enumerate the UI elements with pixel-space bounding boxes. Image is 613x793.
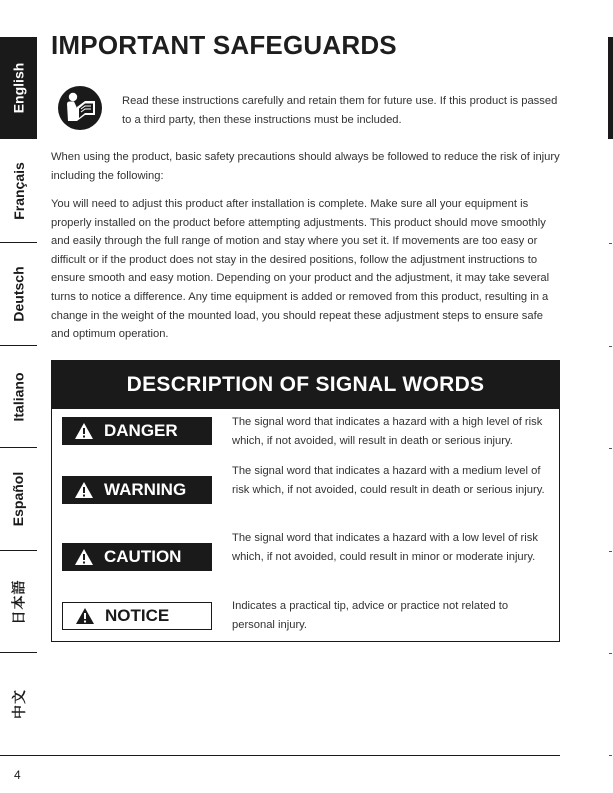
adjacent-page-tick [609, 243, 612, 244]
adjacent-page-tick [609, 551, 612, 552]
lang-tab-francais [0, 139, 37, 243]
lang-tab-espanol [0, 448, 37, 551]
lang-tab-chinese [0, 653, 37, 755]
adjacent-page-tick [609, 755, 612, 756]
signal-words-heading: DESCRIPTION OF SIGNAL WORDS [52, 361, 559, 409]
warning-description: The signal word that indicates a hazard with a medium level of risk which, if not avoided, could result in death or serious injury. [232, 465, 545, 496]
page-number: 4 [14, 768, 21, 782]
lang-tab-label: Español [10, 471, 27, 527]
caution-description: The signal word that indicates a hazard with a low level of risk which, if not avoided, could result in minor or moderate injury. [232, 532, 538, 563]
caution-label [62, 543, 212, 571]
danger-label [62, 417, 212, 445]
lang-tab-label: Deutsch [10, 266, 27, 322]
lang-tab-italiano [0, 346, 37, 448]
signal-label-text: DANGER [104, 421, 178, 440]
notice-description: Indicates a practical tip, advice or practice not related to personal injury. [232, 600, 509, 631]
safety-intro-paragraph: When using the product, basic safety precautions should always be followed to reduce the risk of injury including the following: [51, 151, 560, 182]
signal-label-text: CAUTION [104, 547, 182, 566]
lang-tab-label: Français [10, 161, 27, 220]
notice-label [62, 602, 212, 630]
adjustment-paragraph: You will need to adjust this product after installation is complete. Make sure all your equipment is properly installed on the product before attempting adjustments. This product should move smoothly and easily through the full range of motion and stay where you set it. If movements are too easy or difficult or if the product does not stay in the desired positions, follow the adjustment instructions to ensure smooth and easy motion. Depending on your product and the adjustment, it may take several turns to notice a difference. Any time equipment is added or removed from this product, resulting in a change in the weight of the mounted load, you should repeat these adjustment steps to ensure safe and optimum operation. [51, 198, 550, 341]
warning-triangle-icon [75, 607, 95, 625]
lang-tab-japanese [0, 551, 37, 653]
warning-triangle-icon [74, 422, 94, 440]
adjacent-page-tick [609, 448, 612, 449]
adjacent-page-tick [609, 653, 612, 654]
read-manual-icon [58, 86, 102, 130]
footer-rule [0, 755, 560, 756]
lang-tab-label: 日本語 [10, 579, 27, 624]
intro-text: Read these instructions carefully and retain them for future use. If this product is passed to a third party, then these instructions must be included. [122, 95, 558, 126]
lang-tab-label: English [10, 62, 27, 113]
lang-tab-label: 中文 [10, 689, 27, 719]
adjacent-page-tick [609, 346, 612, 347]
lang-tab-label: Italiano [10, 371, 27, 422]
lang-tab-deutsch [0, 243, 37, 346]
signal-label-text: NOTICE [105, 606, 170, 625]
page-title: IMPORTANT SAFEGUARDS [51, 30, 397, 60]
lang-tab-english [0, 37, 37, 139]
warning-label [62, 476, 212, 504]
warning-triangle-icon [74, 548, 94, 566]
danger-description: The signal word that indicates a hazard with a high level of risk which, if not avoided, will result in death or serious injury. [232, 416, 543, 447]
signal-label-text: WARNING [104, 480, 187, 499]
adjacent-page-tab-mark [608, 37, 613, 139]
warning-triangle-icon [74, 481, 94, 499]
signal-words-panel [51, 360, 560, 642]
